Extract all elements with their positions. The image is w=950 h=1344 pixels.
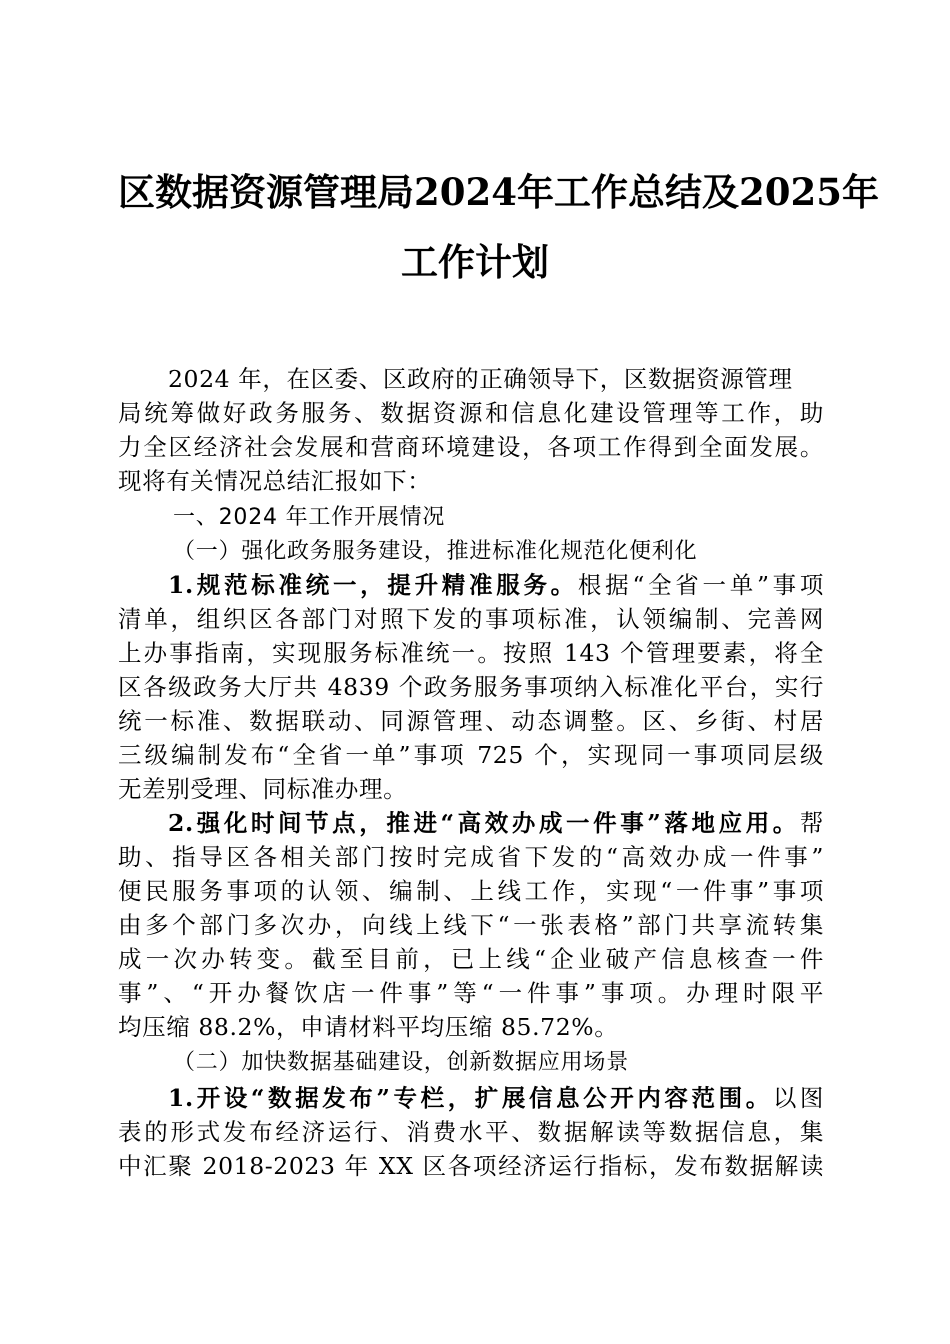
document-title-line2: 工作计划 (401, 240, 549, 284)
item3-text: 以图 (772, 1084, 825, 1112)
item2-line: 助、指导区各相关部门按时完成省下发的“高效办成一件事” (118, 843, 824, 871)
item1-first-line (168, 569, 824, 601)
item2-line: 成一次办转变。截至目前，已上线“企业破产信息核查一件 (118, 945, 824, 973)
item1-line: 三级编制发布“全省一单”事项 725 个，实现同一事项同层级 (118, 741, 824, 769)
item1-bold-lead: 1.规范标准统一，提升精准服务。 (168, 571, 578, 599)
item2-line: 均压缩 88.2%，申请材料平均压缩 85.72%。 (118, 1013, 619, 1041)
intro-line: 力全区经济社会发展和营商环境建设，各项工作得到全面发展。 (118, 433, 824, 461)
intro-line: 现将有关情况总结汇报如下： (118, 467, 432, 495)
intro-line: 局统筹做好政务服务、数据资源和信息化建设管理等工作，助 (118, 399, 824, 427)
item3-line: 表的形式发布经济运行、消费水平、数据解读等数据信息，集 (118, 1118, 824, 1146)
item1-line: 区各级政务大厅共 4839 个政务服务事项纳入标准化平台，实行 (118, 673, 824, 701)
item2-bold-lead: 2.强化时间节点，推进“高效办成一件事”落地应用。 (168, 809, 800, 837)
item3-first-line (168, 1082, 824, 1114)
item2-first-line (168, 807, 824, 839)
subsection-heading: （一）强化政务服务建设，推进标准化规范化便利化 (173, 539, 698, 564)
item2-line: 事”、“开办餐饮店一件事”等“一件事”事项。办理时限平 (118, 979, 824, 1007)
item3-bold-lead: 1.开设“数据发布”专栏，扩展信息公开内容范围。 (168, 1084, 773, 1112)
subsection-heading: （二）加快数据基础建设，创新数据应用场景 (173, 1050, 630, 1075)
item3-line: 中汇聚 2018-2023 年 XX 区各项经济运行指标，发布数据解读 (118, 1152, 824, 1180)
intro-line: 2024 年，在区委、区政府的正确领导下，区数据资源管理 (168, 365, 793, 393)
item1-line: 上办事指南，实现服务标准统一。按照 143 个管理要素，将全 (118, 639, 824, 667)
item2-line: 便民服务事项的认领、编制、上线工作，实现“一件事”事项 (118, 877, 824, 905)
section-heading: 一、2024 年工作开展情况 (173, 505, 446, 530)
document-title-line1: 区数据资源管理局2024年工作总结及2025年 (118, 170, 879, 214)
item1-text: 根据“全省一单”事项 (577, 571, 824, 599)
item1-line: 清单，组织区各部门对照下发的事项标准，认领编制、完善网 (118, 605, 824, 633)
item2-line: 由多个部门多次办，向线上线下“一张表格”部门共享流转集 (118, 911, 824, 939)
item1-line: 无差别受理、同标准办理。 (118, 775, 408, 803)
item1-line: 统一标准、数据联动、同源管理、动态调整。区、乡街、村居 (118, 707, 824, 735)
item2-text: 帮 (799, 809, 824, 837)
